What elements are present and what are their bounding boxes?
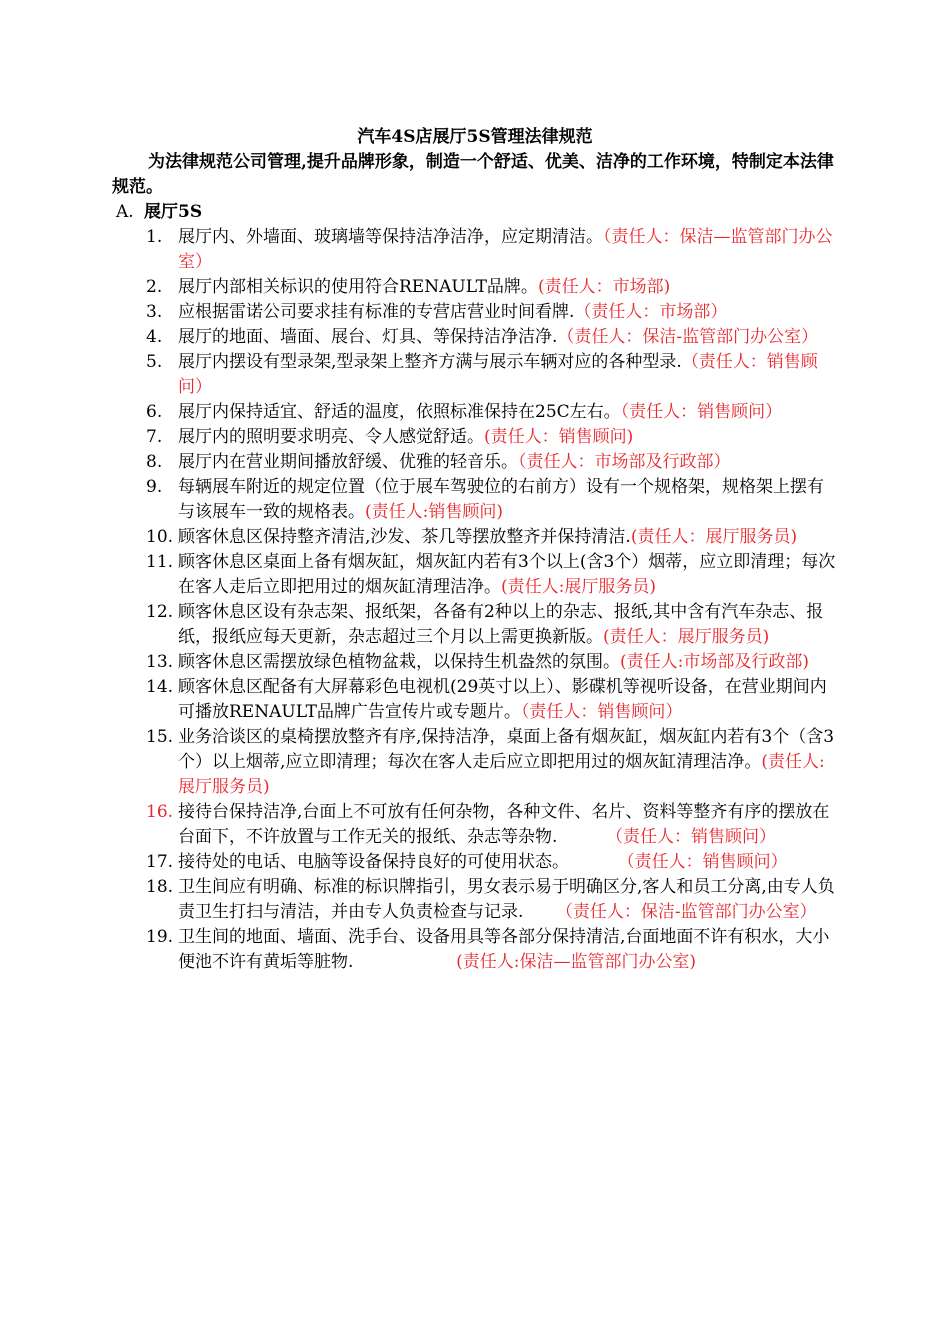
- item-text: 应根据雷诺公司要求挂有标准的专营店营业时间看牌.: [178, 302, 575, 322]
- item-number: 15.: [146, 727, 174, 747]
- responsible-person: （责任人：销售顾问）: [617, 852, 788, 872]
- item-number: 14.: [146, 677, 174, 697]
- item-text: 卫生间应有明确、标准的标识牌指引，男女表示易于明确区分,客人和员工分离,由专人负责卫生打扫与清洁，并由专人负责检查与记录.: [178, 877, 835, 922]
- item-number: 16.: [146, 802, 174, 822]
- rules-list: [146, 225, 840, 975]
- item-text: 卫生间的地面、墙面、洗手台、设备用具等各部分保持清洁,台面地面不许有积水，大小便池不许有黄垢等脏物.: [178, 927, 830, 972]
- item-text: 顾客休息区需摆放绿色植物盆栽，以保持生机盎然的氛围。: [178, 652, 620, 672]
- item-number: 18.: [146, 877, 174, 897]
- list-item: [146, 350, 840, 400]
- responsible-person: （责任人：市场部及行政部）: [518, 452, 731, 472]
- section-label: A.: [116, 202, 134, 222]
- item-number: 12.: [146, 602, 174, 622]
- item-number: 4.: [146, 327, 163, 347]
- list-item: [146, 675, 840, 725]
- list-item: [146, 600, 840, 650]
- responsible-person: （责任人：保洁—监管部门办公室）: [178, 227, 833, 272]
- list-item: [146, 300, 840, 325]
- responsible-person: （责任人：销售顾问）: [178, 352, 818, 397]
- item-text: 展厅内摆设有型录架,型录架上整齐方满与展示车辆对应的各种型录.: [178, 352, 682, 372]
- intro-paragraph: 为法律规范公司管理,提升品牌形象，制造一个舒适、优美、洁净的工作环境，特制定本法律规范。: [112, 152, 834, 197]
- item-number: 5.: [146, 352, 163, 372]
- list-item: [146, 400, 840, 425]
- list-item: [146, 850, 840, 875]
- list-item: [146, 275, 840, 300]
- responsible-person: (责任人：展厅服务员): [603, 627, 770, 647]
- item-number: 17.: [146, 852, 174, 872]
- item-text: 接待处的电话、电脑等设备保持良好的可使用状态。: [178, 852, 618, 872]
- item-number: 10.: [146, 527, 174, 547]
- item-number: 13.: [146, 652, 174, 672]
- responsible-person: （责任人：市场部）: [574, 302, 728, 322]
- responsible-person: (责任人:销售顾问): [365, 502, 503, 522]
- item-number: 3.: [146, 302, 163, 322]
- item-text: 顾客休息区保持整齐清洁,沙发、茶几等摆放整齐并保持清洁.: [178, 527, 631, 547]
- item-number: 1.: [146, 227, 163, 247]
- list-item: [146, 325, 840, 350]
- list-item: [146, 475, 840, 525]
- list-item: [146, 875, 840, 925]
- item-text: 业务洽谈区的桌椅摆放整齐有序,保持洁净，桌面上备有烟灰缸，烟灰缸内若有3个（含3个）以上烟蒂,应立即清理；每次在客人走后应立即把用过的烟灰缸清理洁净。: [178, 727, 835, 772]
- item-number: 8.: [146, 452, 163, 472]
- responsible-person: （责任人：销售顾问）: [606, 827, 777, 847]
- responsible-person: （责任人：销售顾问）: [620, 402, 783, 422]
- responsible-person: (责任人:市场部及行政部): [620, 652, 809, 672]
- item-text: 顾客休息区桌面上备有烟灰缸，烟灰缸内若有3个以上(含3个）烟蒂，应立即清理；每次在客人走后立即把用过的烟灰缸清理洁净。: [178, 552, 836, 597]
- list-item: [146, 925, 840, 975]
- responsible-person: （责任人：保洁-监管部门办公室）: [555, 902, 817, 922]
- item-number: 19.: [146, 927, 174, 947]
- item-text: 展厅内保持适宜、舒适的温度，依照标准保持在25C左右。: [178, 402, 621, 422]
- responsible-person: (责任人：展厅服务员): [630, 527, 798, 547]
- list-item: [146, 225, 840, 275]
- responsible-person: (责任人：销售顾问): [484, 427, 634, 447]
- list-item: [146, 425, 840, 450]
- item-text: 顾客休息区设有杂志架、报纸架，各备有2种以上的杂志、报纸,其中含有汽车杂志、报纸，报纸应每天更新，杂志超过三个月以上需更换新版。: [178, 602, 824, 647]
- item-text: 接待台保持洁净,台面上不可放有任何杂物，各种文件、名片、资料等整齐有序的摆放在台面下，不许放置与工作无关的报纸、杂志等杂物.: [178, 802, 830, 847]
- item-number: 7.: [146, 427, 163, 447]
- item-number: 11.: [146, 552, 174, 572]
- list-item: [146, 450, 840, 475]
- responsible-person: (责任人：市场部): [537, 277, 671, 297]
- item-text: 展厅的地面、墙面、展台、灯具、等保持洁净洁净.: [178, 327, 558, 347]
- list-item: [146, 725, 840, 800]
- item-text: 展厅内的照明要求明亮、令人感觉舒适。: [178, 427, 484, 447]
- item-text: 展厅内部相关标识的使用符合RENAULT品牌。: [178, 277, 538, 297]
- section-title: 展厅5S: [144, 202, 203, 222]
- item-text: 展厅内在营业期间播放舒缓、优雅的轻音乐。: [178, 452, 518, 472]
- item-number: 6.: [146, 402, 163, 422]
- section-heading: [116, 200, 202, 225]
- list-item: [146, 525, 840, 550]
- responsible-person: （责任人：保洁-监管部门办公室）: [557, 327, 819, 347]
- responsible-person: （责任人：销售顾问）: [520, 702, 683, 722]
- item-number: 9.: [146, 477, 163, 497]
- item-text: 展厅内、外墙面、玻璃墙等保持洁净洁净，应定期清洁。: [178, 227, 603, 247]
- responsible-person: (责任人:展厅服务员): [501, 577, 656, 597]
- responsible-person: (责任人:保洁—监管部门办公室): [456, 952, 697, 972]
- list-item: [146, 800, 840, 850]
- item-text: 顾客休息区配备有大屏幕彩色电视机(29英寸以上）、影碟机等视听设备，在营业期间内可播放RENAULT品牌广告宣传片或专题片。: [178, 677, 827, 722]
- responsible-person: (责任人:展厅服务员): [178, 752, 825, 797]
- list-item: [146, 550, 840, 600]
- list-item: [146, 650, 840, 675]
- item-number: 2.: [146, 277, 163, 297]
- document-title: 汽车4S店展厅5S管理法律规范: [357, 127, 593, 147]
- item-text: 每辆展车附近的规定位置（位于展车驾驶位的右前方）设有一个规格架，规格架上摆有与该展车一致的规格表。: [178, 477, 824, 522]
